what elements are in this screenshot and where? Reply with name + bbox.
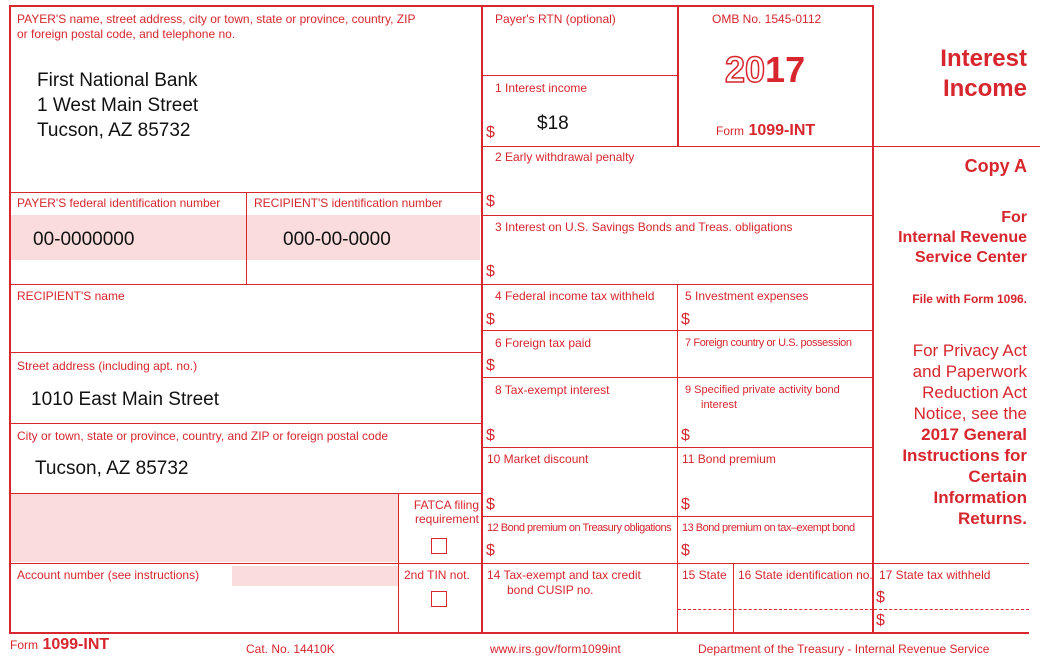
footer-form-name xyxy=(10,636,109,654)
divider-right-panel xyxy=(872,5,874,633)
instructions-line-2: Instructions for xyxy=(902,446,1027,465)
divider-rtn-omb xyxy=(677,5,679,147)
fatca-checkbox[interactable] xyxy=(431,538,447,554)
instructions-line-1: 2017 General xyxy=(921,425,1027,444)
file-with-label: File with Form 1096. xyxy=(912,292,1027,306)
box4-dollar: $ xyxy=(486,311,495,328)
box16-label: 16 State identification no. xyxy=(738,568,873,582)
account-label: Account number (see instructions) xyxy=(17,568,200,582)
box12-label: 12 Bond premium on Treasury obligations xyxy=(487,522,672,534)
privacy-line-4: Notice, see the xyxy=(913,404,1027,423)
payer-tin-value: 00-0000000 xyxy=(33,229,135,250)
box5-label: 5 Investment expenses xyxy=(685,289,809,303)
footer-url: www.irs.gov/form1099int xyxy=(490,642,621,656)
instructions-line-4: Information xyxy=(933,488,1027,507)
irs-center xyxy=(898,208,1027,268)
privacy-line-1: For Privacy Act xyxy=(912,341,1027,360)
instructions-notice xyxy=(902,424,1027,529)
box13-label: 13 Bond premium on tax–exempt bond xyxy=(682,522,855,534)
box9-label-2: interest xyxy=(701,399,738,411)
dash-state-tax xyxy=(874,609,1029,610)
box10-dollar: $ xyxy=(486,496,495,513)
recipient-tin-value: 000-00-0000 xyxy=(283,229,391,250)
box6-label: 6 Foreign tax paid xyxy=(495,336,592,350)
footer-form-number: 1099-INT xyxy=(42,636,110,653)
box10-label: 10 Market discount xyxy=(487,452,589,466)
recipient-tin-label: RECIPIENT'S identification number xyxy=(254,196,443,210)
street-value: 1010 East Main Street xyxy=(31,389,219,410)
border-left xyxy=(9,5,11,633)
line-fatca-bottom xyxy=(10,563,482,564)
account-shade xyxy=(232,566,398,586)
box5-dollar: $ xyxy=(681,311,690,328)
box9-dollar: $ xyxy=(681,427,690,444)
form-title xyxy=(940,44,1027,104)
copy-label: Copy A xyxy=(964,156,1027,176)
irs-line-1: Internal Revenue xyxy=(898,229,1027,246)
box3-label: 3 Interest on U.S. Savings Bonds and Treas. obligations xyxy=(495,220,793,234)
title-line-2: Income xyxy=(942,75,1027,102)
divider-middle-col xyxy=(677,284,678,633)
city-label: City or town, state or province, country, and ZIP or foreign postal code xyxy=(17,429,389,443)
left-blank-shade xyxy=(10,494,398,562)
tax-year-outline: 20 xyxy=(725,49,766,90)
box8-dollar: $ xyxy=(486,427,495,444)
form-number: 1099-INT xyxy=(748,122,816,139)
footer-department: Department of the Treasury - Internal Revenue Service xyxy=(698,642,990,656)
border-bottom xyxy=(9,632,1029,634)
box7-label: 7 Foreign country or U.S. possession xyxy=(685,337,852,349)
title-line-1: Interest xyxy=(940,45,1027,72)
divider-left-right xyxy=(481,5,483,633)
box15-label: 15 State xyxy=(682,568,727,582)
box1-value: $18 xyxy=(537,113,569,134)
box17-dollar-2: $ xyxy=(876,612,885,629)
line-city-bottom xyxy=(10,493,482,494)
payer-city: Tucson, AZ 85732 xyxy=(37,120,191,141)
box11-dollar: $ xyxy=(681,496,690,513)
line-box1-bottom xyxy=(482,146,1040,147)
for-label: For xyxy=(1001,209,1027,226)
second-tin-label: 2nd TIN not. xyxy=(404,568,470,582)
payer-header-label: PAYER'S name, street address, city or town, state or province, country, ZIP xyxy=(17,12,416,26)
fatca-label-2: requirement xyxy=(414,512,479,526)
divider-state xyxy=(733,563,734,633)
payer-rtn-label: Payer's RTN (optional) xyxy=(495,12,616,26)
box1-dollar: $ xyxy=(486,124,495,141)
tax-year xyxy=(725,50,805,90)
instructions-line-3: Certain xyxy=(968,467,1027,486)
box2-dollar: $ xyxy=(486,193,495,210)
line-box17-top xyxy=(873,563,1029,564)
form-prefix: Form xyxy=(716,124,744,138)
form-name-header xyxy=(716,122,815,140)
privacy-line-2: and Paperwork xyxy=(912,362,1027,381)
line-rtn-bottom xyxy=(482,75,678,76)
box8-label: 8 Tax-exempt interest xyxy=(495,383,610,397)
box13-dollar: $ xyxy=(681,542,690,559)
payer-name: First National Bank xyxy=(37,70,198,91)
fatca-label-1: FATCA filing xyxy=(413,498,479,512)
payer-header-label-2: or foreign postal code, and telephone no. xyxy=(17,27,236,41)
line-street-bottom xyxy=(10,423,482,424)
privacy-notice xyxy=(913,340,1027,424)
instructions-line-5: Returns. xyxy=(958,509,1027,528)
box11-label: 11 Bond premium xyxy=(682,452,776,466)
omb-number: OMB No. 1545-0112 xyxy=(712,12,822,26)
payer-tin-label: PAYER'S federal identification number xyxy=(17,196,221,210)
box3-dollar: $ xyxy=(486,263,495,280)
box9-label: 9 Specified private activity bond xyxy=(685,384,840,396)
box17-label: 17 State tax withheld xyxy=(879,568,991,582)
box1-label: 1 Interest income xyxy=(495,81,588,95)
line-box2-bottom xyxy=(482,215,873,216)
payer-street: 1 West Main Street xyxy=(37,95,199,116)
line-name-bottom xyxy=(10,352,482,353)
street-label: Street address (including apt. no.) xyxy=(17,359,198,373)
second-tin-checkbox[interactable] xyxy=(431,591,447,607)
box14-label: 14 Tax-exempt and tax credit xyxy=(487,568,641,582)
recipient-name-label: RECIPIENT'S name xyxy=(17,289,125,303)
border-top xyxy=(9,5,873,7)
irs-line-2: Service Center xyxy=(914,249,1027,266)
box17-dollar-1: $ xyxy=(876,589,885,606)
box4-label: 4 Federal income tax withheld xyxy=(495,289,655,303)
box14-label-2: bond CUSIP no. xyxy=(507,583,594,597)
divider-tin xyxy=(246,192,247,285)
tax-year-bold: 17 xyxy=(765,49,806,90)
dash-state xyxy=(678,609,873,610)
fatca-label xyxy=(403,498,479,526)
privacy-line-3: Reduction Act xyxy=(922,383,1027,402)
line-tin-bottom xyxy=(10,284,482,285)
box6-dollar: $ xyxy=(486,357,495,374)
footer-cat-no: Cat. No. 14410K xyxy=(246,642,335,656)
box2-label: 2 Early withdrawal penalty xyxy=(495,150,635,164)
footer-form-prefix: Form xyxy=(10,638,38,652)
box12-dollar: $ xyxy=(486,542,495,559)
city-value: Tucson, AZ 85732 xyxy=(35,458,189,479)
